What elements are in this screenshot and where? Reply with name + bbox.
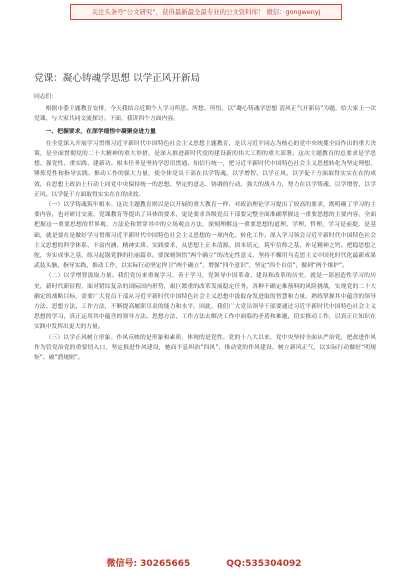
body-paragraph: （二）以学增智汲取力量。我们党历来重视学习、善于学习，党领导中国革命、建设和改革的历史，就是一部创造性学习的历史。新时代新征程，面对错综复杂的国际国内形势，艰巨繁重的改革发展稳定任务，各种不确定难预料的风险挑战，实现党的二十大确定的战略目标，需要广大党员干部从习近平新时代中国特色社会主义思想中汲取奋发进取的智慧和力量，熟练掌握其中蕴含的领导方法、思想方法、工作方法，不断提高履职尽责的能力和水平。因此，我们广大党员领导干部要通过习近平新时代中国特色社会主义思想的学习，真正运用其中蕴含的领导方法、思想方法、工作方法去解决工作中面临的矛盾和难题，切实推动工作，以真正让知识在实践中发挥出更大的力量。 <box>34 273 376 331</box>
qq-contact: QQ:535304092 <box>226 559 302 569</box>
document-body <box>34 92 376 363</box>
body-paragraph: 在全党深入开展学习贯彻习近平新时代中国特色社会主义思想主题教育，是以习近平同志为核心的党中央统揽全局作出的重大决策，是全面贯彻党的二十大精神的重大举措，是深入推进新时代党的建设新的伟大工程的重大部署。这次主题教育的总要求是学思想、强党性、重实践、建新功。根本任务是坚持学思用贯通、知信行统一，把习近平新时代中国特色社会主义思想转化为坚定理想、锤炼党性和指导实践、推动工作的强大力量，使全体党员干部在以学铸魂、以学增智、以学正风、以学促干方面取得实实在在的成效，在思想上政治上行动上同党中央保持统一的思想、坚定的意志、协调的行动、强大的战斗力，努力在以学铸魂、以学增智、以学正风、以学促干方面取得实实在在的成效。 <box>34 140 376 198</box>
document-title: 党课：凝心铸魂学思想 以学正风开新局 <box>34 73 201 84</box>
greeting: 同志们： <box>34 94 58 100</box>
promo-banner: 关注头条号“公文研究”，获得最新最全最专业的公文资料库！ 微信：gongwenyj <box>70 4 342 20</box>
contact-footer <box>0 553 408 575</box>
wechat-contact: 微信号: 30265665 <box>106 559 191 569</box>
body-paragraph: （三）以学正风树立形象。作风反映的是形象和素质，体现的是党性。党的十八大以来，党中央坚持全面从严治党，把改进作风作为管党治党的重要切入口，坚定推进作风建设，驰而不息纠治“四风”，推动党的作风建设，树立新风正气，以实际行动做好“明规矩”、破“潜规则”。 <box>34 334 376 362</box>
section-heading-1: 一、把握要求，在深学细悟中凝聚奋进力量 <box>45 128 156 135</box>
body-paragraph: （一）以学铸魂筑牢根本。这次主题教育则以是以开展的重大教育一样、对政治理论学习提出了较高的要求，既明确了学习的主要内容，也对研讨交流、党课教育等提出了具体的要求，更是要求各级党员干部要完整全面准确掌握这一重要思想的主要内容，全面把握这一重要思想的世界观、方法论和贯穿其中的立场观点方法，深刻理解这一重要思想的道理、学理、哲理，学习是前提，是基础，就是要在是做好学习贯彻习近平新时代中国特色社会主义思想的一项内化、转化工作。深入学习领会习近平新时代中国特色社会主义思想的科学体系、丰富内涵、精神实质、实践要求，从思想上正本清源、固本培元，筑牢信仰之基、补足精神之钙、把稳思想之舵，夯实成事之基，练习起锅党静的壮丽篇章。要深刻领悟“两个确立”的决定性意义，坚持不懈用马克思主义中国化时代化最新成果武装头脑、指导实践、推动工作，以实际行动坚定捍卫“两个确立”，增强“四个意识”，坚定“四个自信”，做到“两个维护”。 <box>34 202 376 270</box>
intro-paragraph: 根据市委主题教育安排，今天我结合近期个人学习所思、所想、所悟，以“凝心铸魂学思想 清风正气开新局”为题，给大家上一次党课，与大家共同交流探讨。下面，我讲四个方面内容。 <box>34 106 376 123</box>
